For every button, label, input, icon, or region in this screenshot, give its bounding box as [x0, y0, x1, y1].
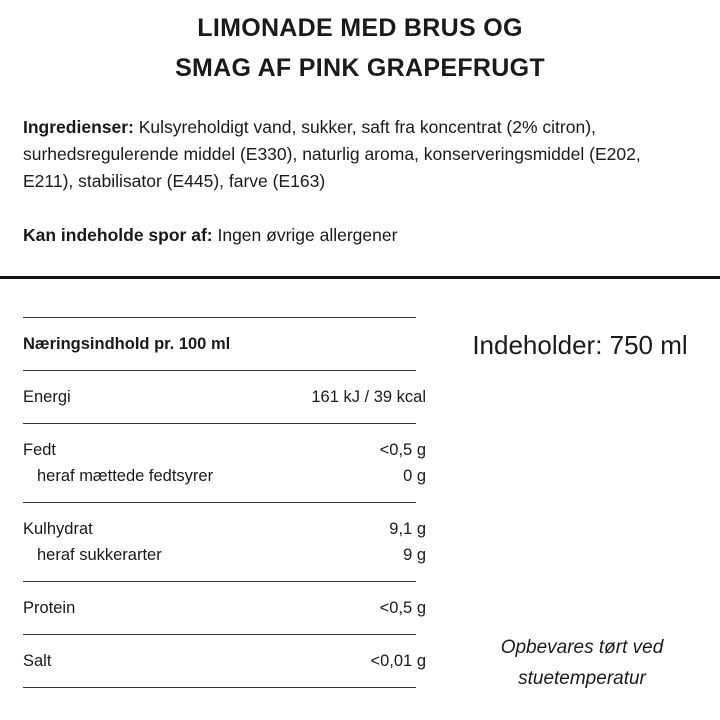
- product-title-line2: SMAG AF PINK GRAPEFRUGT: [175, 54, 545, 82]
- nutrition-header-row: [23, 331, 416, 357]
- row-label: Fedt: [23, 441, 57, 459]
- allergens-section: [23, 222, 703, 249]
- storage-instructions: [462, 632, 702, 694]
- table-row-sugars: [23, 542, 426, 568]
- row-value: <0,5 g: [379, 599, 426, 617]
- row-value: 161 kJ / 39 kcal: [311, 388, 426, 406]
- nutrition-header: Næringsindhold pr. 100 ml: [23, 335, 231, 353]
- table-row-saturated: [23, 463, 426, 489]
- table-rule: [23, 687, 416, 688]
- row-value: 9,1 g: [389, 520, 426, 538]
- table-row-energy: [23, 384, 426, 410]
- ingredients-section: [23, 114, 673, 195]
- product-title-line1: LIMONADE MED BRUS OG: [197, 14, 523, 42]
- table-row-salt: [23, 648, 426, 674]
- volume-label: Indeholder: 750 ml: [472, 330, 688, 360]
- storage-line2: stuetemperatur: [518, 668, 646, 689]
- table-row-fat: [23, 437, 426, 463]
- row-value: 0 g: [403, 467, 426, 485]
- table-row-protein: [23, 595, 426, 621]
- section-divider: [0, 276, 720, 279]
- ingredients-text: Kulsyreholdigt vand, sukker, saft fra koncentrat (2% citron), surhedsregulerende middel (E330), naturlig aroma, konserveringsmiddel (E202, E211), stabilisator (E445), farve (E163): [23, 117, 641, 191]
- product-title: [0, 8, 720, 88]
- storage-line1: Opbevares tørt ved: [500, 637, 664, 658]
- row-label: heraf mættede fedtsyrer: [37, 467, 214, 485]
- row-value: <0,01 g: [370, 652, 426, 670]
- nutrition-table: [23, 317, 426, 688]
- row-label: Protein: [23, 599, 76, 617]
- row-value: <0,5 g: [379, 441, 426, 459]
- allergens-label: Kan indeholde spor af:: [23, 225, 213, 245]
- row-value: 9 g: [403, 546, 426, 564]
- row-label: Energi: [23, 388, 71, 406]
- row-label: heraf sukkerarter: [37, 546, 162, 564]
- row-label: Salt: [23, 652, 52, 670]
- table-row-carbs: [23, 516, 426, 542]
- allergens-text: Ingen øvrige allergener: [212, 225, 398, 245]
- ingredients-label: Ingredienser:: [23, 117, 134, 137]
- row-label: Kulhydrat: [23, 520, 93, 538]
